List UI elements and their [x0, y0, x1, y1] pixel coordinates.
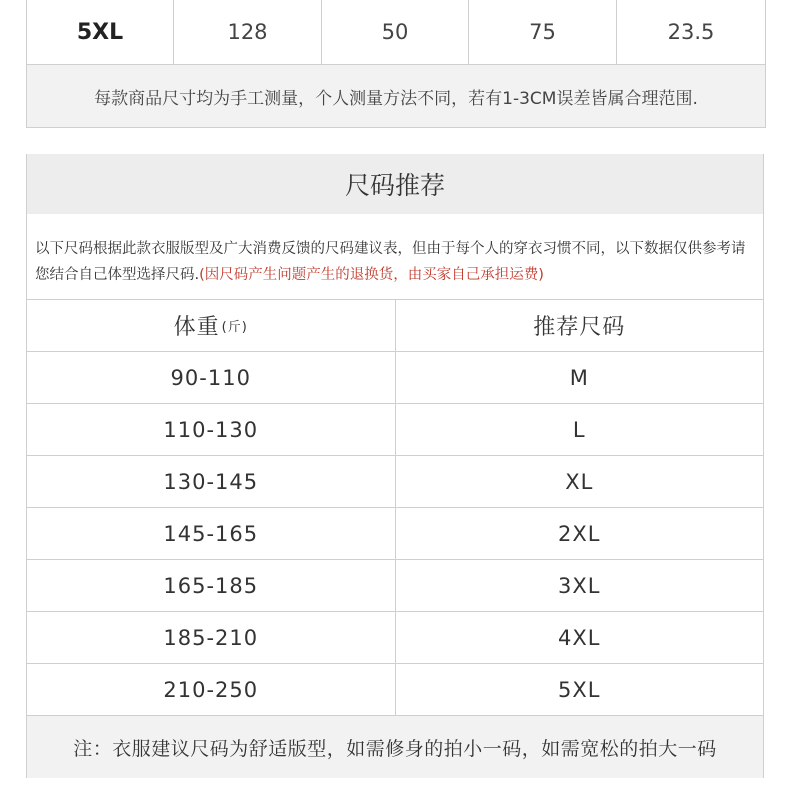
weight-cell: 165-185 — [27, 560, 396, 611]
weight-cell: 145-165 — [27, 508, 396, 559]
size-recommendation-section — [26, 154, 764, 778]
measurement-note: 每款商品尺寸均为手工测量，个人测量方法不同，若有1-3CM误差皆属合理范围. — [27, 65, 765, 127]
table-header-row — [27, 300, 763, 352]
size-table-row-5xl — [27, 0, 765, 65]
table-row — [27, 508, 763, 560]
size-cell: M — [569, 365, 589, 390]
description-text: 以下尺码根据此款衣服版型及广大消费反馈的尺码建议表，但由于每个人的穿衣习惯不同，以下数据仅供参考请您结合自己体型选择尺码. — [35, 241, 746, 283]
table-row — [27, 352, 763, 404]
weight-cell: 110-130 — [27, 404, 396, 455]
size-cell: 5XL — [558, 677, 601, 702]
return-warning: (因尺码产生问题产生的退换货，由买家自己承担运费) — [199, 267, 544, 283]
table-row — [27, 612, 763, 664]
fit-advice-note: 注：衣服建议尺码为舒适版型，如需修身的拍小一码，如需宽松的拍大一码 — [27, 716, 763, 778]
table-row — [27, 456, 763, 508]
weight-cell: 185-210 — [27, 612, 396, 663]
size-table-remainder — [26, 0, 766, 128]
weight-cell: 90-110 — [27, 352, 396, 403]
weight-unit: (斤) — [221, 320, 248, 335]
measure-cell: 75 — [469, 0, 617, 64]
size-header: 推荐尺码 — [533, 315, 626, 340]
size-cell: 3XL — [558, 573, 601, 598]
size-cell: 4XL — [558, 625, 601, 650]
size-cell: XL — [565, 469, 594, 494]
size-cell: L — [572, 417, 586, 442]
recommendation-description — [27, 214, 763, 300]
weight-header — [27, 300, 396, 351]
size-cell: 2XL — [558, 521, 601, 546]
table-row — [27, 404, 763, 456]
weight-cell: 210-250 — [27, 664, 396, 715]
weight-header-label: 体重 — [173, 315, 220, 340]
section-title: 尺码推荐 — [27, 154, 763, 214]
weight-cell: 130-145 — [27, 456, 396, 507]
measure-cell: 50 — [322, 0, 469, 64]
measure-cell: 23.5 — [667, 20, 715, 44]
table-row — [27, 560, 763, 612]
table-row — [27, 664, 763, 716]
measure-cell: 128 — [174, 0, 322, 64]
recommendation-table — [27, 300, 763, 716]
size-cell: 5XL — [27, 0, 174, 64]
